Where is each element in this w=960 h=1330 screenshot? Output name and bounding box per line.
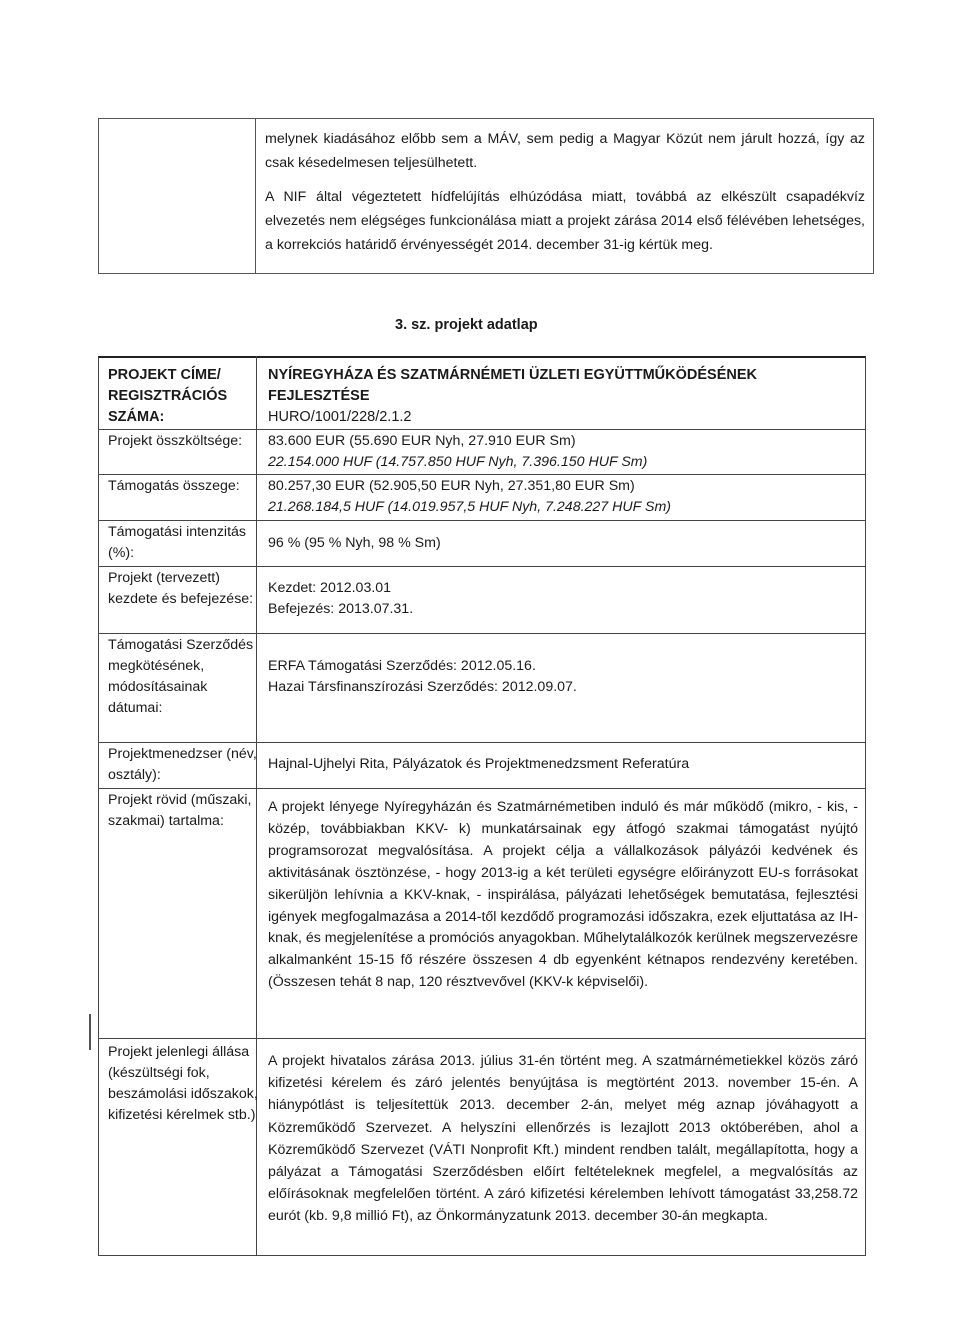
row-divider xyxy=(98,474,866,475)
total-cost-label: Projekt összköltsége: xyxy=(108,433,243,449)
project-title-value xyxy=(268,365,858,428)
project-end: Befejezés: 2013.07.31. xyxy=(268,601,414,617)
project-content-value: A projekt lényege Nyíregyházán és Szatmárnémetiben induló és már működő (mikro, - kis, -közép, továbbiakban KKV- k) munkatársainak egy átfogó szakmai támogatást nyújtó programsorozat megvalósítása. A projekt célja a vállalkozások pályázói kedvének és aktivitásának ösztönzése, - hogy 2013-ig a két területi egységre előirányzott EU-s forrásokat sikerüljön lehívnia a KKV-knak, - inspirálása, pályázati lehetőségek bemutatása, fejlesztési igények megfogalmazása a 2014-től kezdődő programozási időszakra, ezek eljuttatása az IH-knak, és megjelenítése a promóciós anyagokban. Műhelytalálkozók kerülnek megszervezésre alkalmanként 15-15 fő részére összesen 4 db egyenként kétnapos rendezvény keretében. (Összesen tehát 8 nap, 120 résztvevővel (KKV-k képviselői). xyxy=(268,799,858,991)
project-title: NYÍREGYHÁZA ÉS SZATMÁRNÉMETI ÜZLETI EGYÜTTMŰKÖDÉSÉNEK FEJLESZTÉSE xyxy=(268,367,757,404)
contract-dates-label: Támogatási Szerződés megkötésének, módosításainak dátumai: xyxy=(108,637,254,716)
continuation-text: melynek kiadásához előbb sem a MÁV, sem pedig a Magyar Közút nem járult hozzá, így az csak késedelmesen teljesülhetett. xyxy=(265,131,865,171)
previous-project-table-continuation xyxy=(98,118,874,274)
margin-mark xyxy=(89,1014,91,1050)
project-data-sheet xyxy=(98,356,866,1256)
grant-intensity-value: 96 % (95 % Nyh, 98 % Sm) xyxy=(268,535,441,551)
project-status-label: Projekt jelenlegi állása (készültségi fok, beszámolási időszakok, kifizetési kérelmek stb.) xyxy=(108,1044,258,1123)
project-title-label: PROJEKT CÍME/ REGISZTRÁCIÓS SZÁMA: xyxy=(108,367,228,425)
domestic-cofinancing-contract-date: Hazai Társfinanszírozási Szerződés: 2012.09.07. xyxy=(268,679,577,695)
row-divider xyxy=(98,566,866,567)
project-status-value: A projekt hivatalos zárása 2013. július 31-én történt meg. A szatmárnémetiekkel közös záró kifizetési kérelem és záró jelentés benyújtása is megtörtént 2013. november 15-én. A hiánypótlást is teljesítettük 2013. december 2-án, melyet még aznap jóváhagyott a Közreműködő Szervezet. A helyszíni ellenőrzés is lezajlott 2013 októberében, ahol a Közreműködő Szervezet (VÁTI Nonprofit Kft.) mindent rendben talált, megállapította, hogy a pályázat a Támogatási Szerződésben előírt feltételeknek megfelel, a megvalósítás az előírásoknak megfelelően történt. A záró kifizetési kérelemben lehívott támogatást 33,258.72 eurót (kb. 9,8 millió Ft), az Önkormányzatunk 2013. december 30-án megkapta. xyxy=(268,1053,858,1225)
registration-number: HURO/1001/228/2.1.2 xyxy=(268,409,412,425)
grant-amount-label: Támogatás összege: xyxy=(108,478,240,494)
row-divider xyxy=(98,742,866,743)
grant-amount-eur: 80.257,30 EUR (52.905,50 EUR Nyh, 27.351,80 EUR Sm) xyxy=(268,478,635,494)
grant-amount-value xyxy=(268,476,858,518)
row-divider xyxy=(98,520,866,521)
erfa-contract-date: ERFA Támogatási Szerződés: 2012.05.16. xyxy=(268,658,536,674)
grant-intensity-label: Támogatási intenzitás (%): xyxy=(108,524,247,561)
deadline-extension-text: A NIF által végeztetett hídfelújítás elhúzódása miatt, továbbá az elkészült csapadékvíz elvezetés nem elégséges funkcionálása miatt a projekt zárása 2014 első félévében lehetséges, a korrekciós határidő érvényességét 2014. december 31-ig kértük meg. xyxy=(265,189,865,253)
project-dates-label: Projekt (tervezett) kezdete és befejezése: xyxy=(108,570,254,607)
row-divider xyxy=(98,1038,866,1039)
project-manager-label: Projektmenedzser (név, osztály): xyxy=(108,746,257,783)
total-cost-huf: 22.154.000 HUF (14.757.850 HUF Nyh, 7.396.150 HUF Sm) xyxy=(268,454,648,470)
row-divider xyxy=(98,429,866,430)
section-title: 3. sz. projekt adatlap xyxy=(395,317,538,333)
total-cost-value xyxy=(268,431,858,473)
row-divider xyxy=(98,788,866,789)
column-divider xyxy=(255,119,256,273)
contract-dates-value xyxy=(268,656,858,698)
project-content-label: Projekt rövid (műszaki, szakmai) tartalma: xyxy=(108,792,252,829)
row-divider xyxy=(98,633,866,634)
total-cost-eur: 83.600 EUR (55.690 EUR Nyh, 27.910 EUR Sm) xyxy=(268,433,576,449)
grant-amount-huf: 21.268.184,5 HUF (14.019.957,5 HUF Nyh, 7.248.227 HUF Sm) xyxy=(268,499,671,515)
project-manager-value: Hajnal-Ujhelyi Rita, Pályázatok és Projektmenedzsment Referatúra xyxy=(268,756,690,772)
project-start: Kezdet: 2012.03.01 xyxy=(268,580,392,596)
project-dates-value xyxy=(268,578,858,620)
previous-project-status-cell xyxy=(265,127,865,257)
